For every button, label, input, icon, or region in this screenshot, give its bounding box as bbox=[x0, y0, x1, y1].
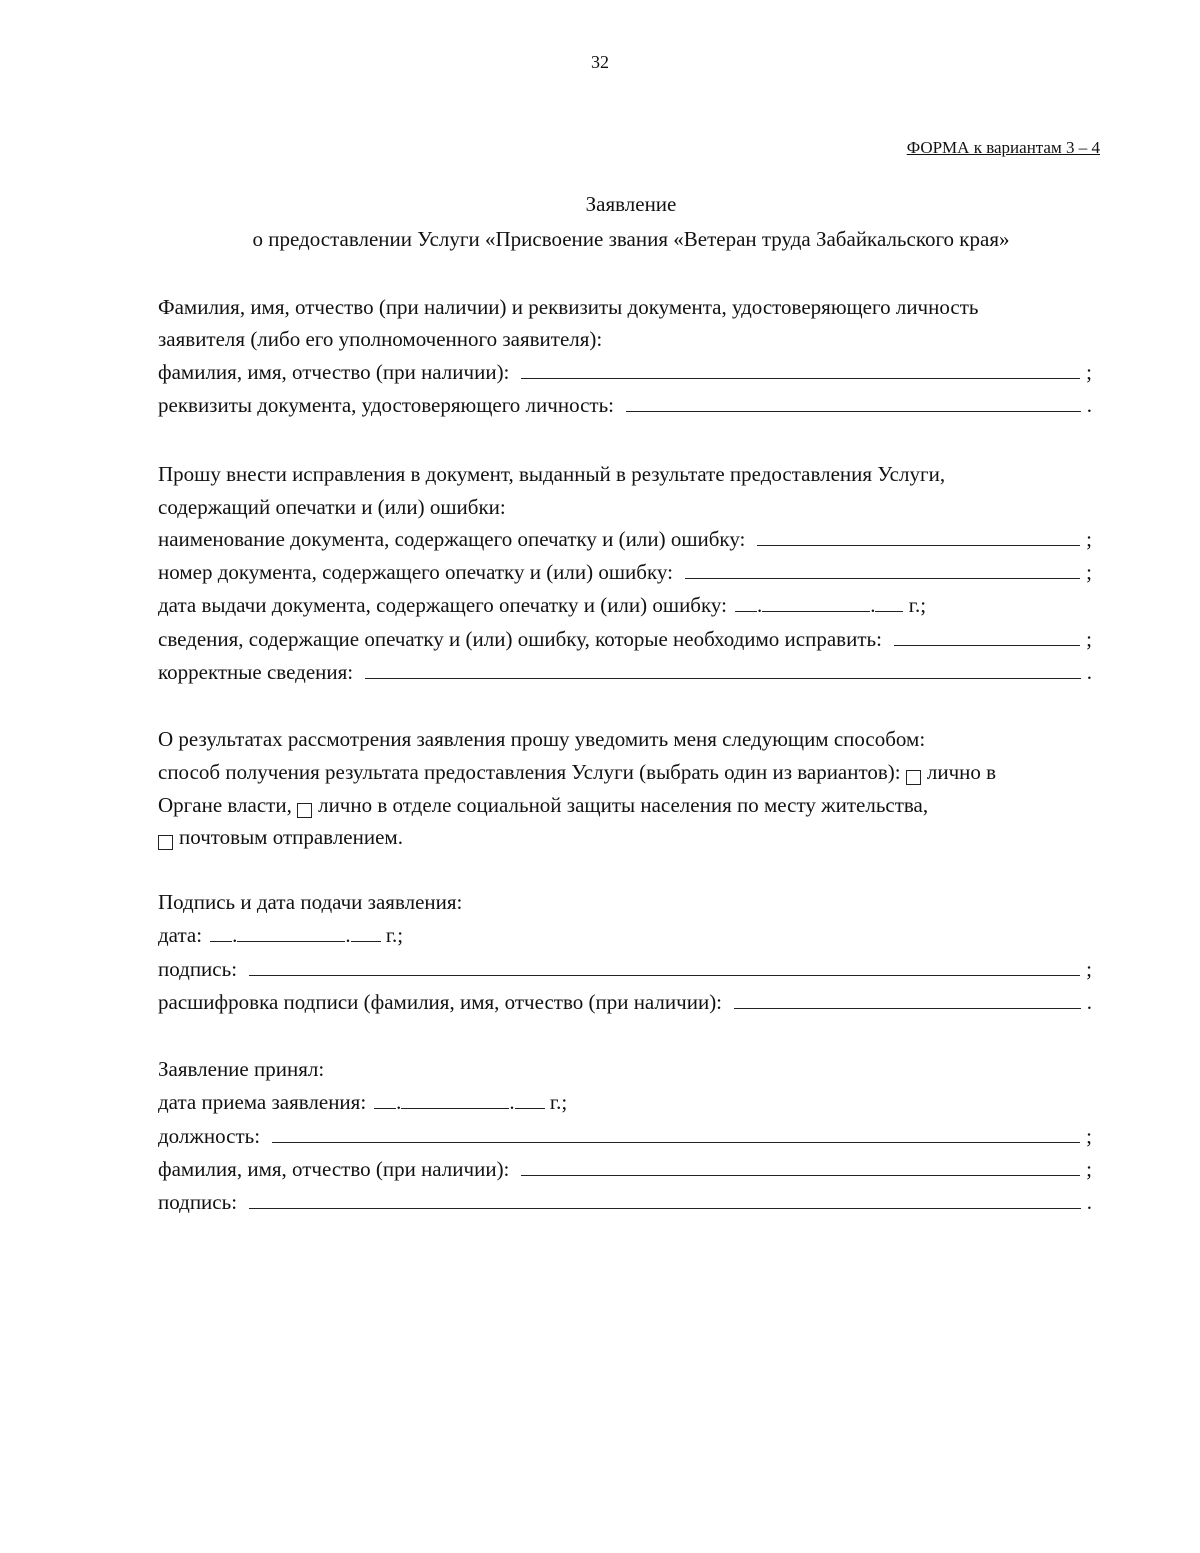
doc-date-year-field[interactable] bbox=[875, 591, 903, 612]
accept-date-day-field[interactable] bbox=[374, 1088, 396, 1109]
submit-date-row: дата: . . г.; bbox=[158, 923, 404, 947]
document-title: Заявление bbox=[585, 192, 677, 216]
form-reference: ФОРМА к вариантам 3 – 4 bbox=[906, 138, 1100, 157]
correct-info-row: корректные сведения: . bbox=[158, 660, 1092, 684]
correct-info-field[interactable] bbox=[365, 678, 1081, 679]
applicant-doc-field[interactable] bbox=[626, 411, 1081, 412]
acceptor-fio-field[interactable] bbox=[521, 1175, 1080, 1176]
section1-intro-line1: Фамилия, имя, отчество (при наличии) и реквизиты документа, удостоверяющего личность bbox=[158, 295, 979, 319]
applicant-doc-row: реквизиты документа, удостоверяющего личность: . bbox=[158, 393, 1092, 417]
submit-date-day-field[interactable] bbox=[210, 921, 232, 942]
accept-date-row: дата приема заявления: . . г.; bbox=[158, 1090, 568, 1114]
method-line: способ получения результата предоставления Услуги (выбрать один из вариантов): лично в bbox=[158, 760, 997, 784]
acceptor-signature-row: подпись: . bbox=[158, 1190, 1092, 1214]
applicant-fio-row: фамилия, имя, отчество (при наличии): ; bbox=[158, 360, 1092, 384]
applicant-signature-field[interactable] bbox=[249, 975, 1080, 976]
method-line2: Органе власти, лично в отделе социальной защиты населения по месту жительства, bbox=[158, 793, 929, 817]
position-row: должность: ; bbox=[158, 1124, 1092, 1148]
correct-info-label: корректные сведения: bbox=[158, 660, 354, 684]
error-info-label: сведения, содержащие опечатку и (или) ошибку, которые необходимо исправить: bbox=[158, 627, 882, 651]
option-mail-checkbox[interactable] bbox=[158, 835, 173, 850]
applicant-fio-label: фамилия, имя, отчество (при наличии): bbox=[158, 360, 510, 384]
applicant-signature-row: подпись: ; bbox=[158, 957, 1092, 981]
doc-name-row: наименование документа, содержащего опечатку и (или) ошибку: ; bbox=[158, 527, 1092, 551]
section4-intro: Подпись и дата подачи заявления: bbox=[158, 890, 463, 914]
doc-date-row: дата выдачи документа, содержащего опечатку и (или) ошибку: . . г.; bbox=[158, 593, 927, 617]
acceptor-signature-label: подпись: bbox=[158, 1190, 238, 1214]
position-field[interactable] bbox=[272, 1142, 1080, 1143]
applicant-fio-field[interactable] bbox=[521, 378, 1080, 379]
accept-date-year-field[interactable] bbox=[515, 1088, 545, 1109]
doc-number-label: номер документа, содержащего опечатку и (или) ошибку: bbox=[158, 560, 673, 584]
section2-intro-line1: Прошу внести исправления в документ, выданный в результате предоставления Услуги, bbox=[158, 462, 946, 486]
acceptor-fio-row: фамилия, имя, отчество (при наличии): ; bbox=[158, 1157, 1092, 1181]
page-number: 32 bbox=[591, 52, 609, 72]
signature-decode-label: расшифровка подписи (фамилия, имя, отчество (при наличии): bbox=[158, 990, 723, 1014]
applicant-signature-label: подпись: bbox=[158, 957, 238, 981]
doc-name-label: наименование документа, содержащего опечатку и (или) ошибку: bbox=[158, 527, 746, 551]
section2-intro-line2: содержащий опечатки и (или) ошибки: bbox=[158, 495, 506, 519]
signature-decode-field[interactable] bbox=[734, 1008, 1081, 1009]
signature-decode-row: расшифровка подписи (фамилия, имя, отчество (при наличии): . bbox=[158, 990, 1092, 1014]
option-authority-checkbox[interactable] bbox=[906, 770, 921, 785]
acceptor-signature-field[interactable] bbox=[249, 1208, 1081, 1209]
error-info-field[interactable] bbox=[894, 645, 1080, 646]
section3-intro: О результатах рассмотрения заявления прошу уведомить меня следующим способом: bbox=[158, 727, 926, 751]
option-social-dept-checkbox[interactable] bbox=[297, 803, 312, 818]
method-line3: почтовым отправлением. bbox=[158, 820, 403, 850]
section5-intro: Заявление принял: bbox=[158, 1057, 325, 1081]
doc-date-day-field[interactable] bbox=[735, 591, 757, 612]
doc-number-field[interactable] bbox=[685, 578, 1080, 579]
doc-name-field[interactable] bbox=[757, 545, 1080, 546]
acceptor-fio-label: фамилия, имя, отчество (при наличии): bbox=[158, 1157, 510, 1181]
document-subtitle: о предоставлении Услуги «Присвоение звания «Ветеран труда Забайкальского края» bbox=[252, 227, 1010, 251]
position-label: должность: bbox=[158, 1124, 261, 1148]
error-info-row: сведения, содержащие опечатку и (или) ошибку, которые необходимо исправить: ; bbox=[158, 627, 1092, 651]
doc-number-row: номер документа, содержащего опечатку и (или) ошибку: ; bbox=[158, 560, 1092, 584]
submit-date-year-field[interactable] bbox=[351, 921, 381, 942]
applicant-doc-label: реквизиты документа, удостоверяющего личность: bbox=[158, 393, 615, 417]
accept-date-month-field[interactable] bbox=[401, 1088, 509, 1109]
doc-date-month-field[interactable] bbox=[762, 591, 870, 612]
submit-date-month-field[interactable] bbox=[237, 921, 345, 942]
doc-date-label: дата выдачи документа, содержащего опечатку и (или) ошибку: bbox=[158, 593, 727, 617]
section1-intro-line2: заявителя (либо его уполномоченного заявителя): bbox=[158, 327, 603, 351]
